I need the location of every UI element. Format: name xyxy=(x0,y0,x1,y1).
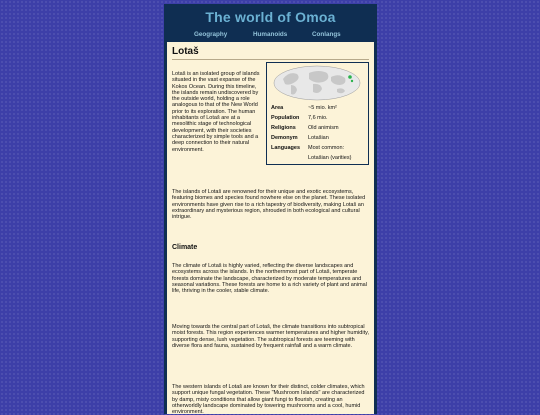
infobox-row-demonym xyxy=(271,135,369,143)
nav-conlangs[interactable]: Conlangs xyxy=(312,31,341,38)
languages-value-2: Lotašian (varities) xyxy=(308,155,352,161)
area-label: Area xyxy=(271,105,284,111)
paragraph-ecosystems: The islands of Lotaš are renowned for their unique and exotic ecosystems, featuring biomes and species found nowhere else on the planet. These isolated environments have given rise to a rich tapestry of biodiversity, making Lotaš an extraordinary and mysterious region, shrouded in both ecological and cultural intrigue. xyxy=(172,189,366,221)
climate-paragraph-3: The western islands of Lotaš are known for their distinct, colder climates, which support unique fungal vegetation. These "Mushroom Islands" are characterized by damp, misty conditions that allow giant fungi to flourish, creating an otherworldly landscape dominated by towering mushrooms and a cool, humid environment. xyxy=(172,384,365,415)
infobox-row-languages-cont xyxy=(271,155,369,163)
climate-paragraph-2: Moving towards the central part of Lotaš, the climate transitions into subtropical moist forests. This region experiences warmer temperatures and higher humidity, supporting dense, lush vegetation. The subtropical forests are teeming with diverse flora and fauna, sustained by frequent rainfall and a warm climate. xyxy=(172,324,369,349)
infobox-row-population xyxy=(271,115,369,123)
climate-paragraph-1: The climate of Lotaš is highly varied, reflecting the diverse landscapes and ecosystems across the islands. In the northernmost part of Lotaš, temperate forests dominate the landscape, characterized by moderate temperatures and seasonal variations. These forests are home to a rich variety of plant and animal life, thriving in the cooler, stable climate. xyxy=(172,263,367,295)
site-title[interactable]: The world of Omoa xyxy=(205,9,336,25)
title-divider xyxy=(172,59,369,60)
area-value: ~5 mio. km² xyxy=(308,105,337,111)
main-nav xyxy=(164,31,377,41)
religions-label: Religions xyxy=(271,125,296,131)
nav-humanoids[interactable]: Humanoids xyxy=(253,31,288,38)
infobox-row-religions xyxy=(271,125,369,133)
climate-heading: Climate xyxy=(172,244,198,251)
religions-value: Old animism xyxy=(308,125,339,131)
demonym-value: Lotašian xyxy=(308,135,329,141)
population-value: 7,6 mio. xyxy=(308,115,328,121)
article-content xyxy=(167,42,374,414)
languages-label: Languages xyxy=(271,145,301,151)
nav-geography[interactable]: Geography xyxy=(194,31,228,38)
page-title: Lotaš xyxy=(172,46,199,57)
infobox-row-languages xyxy=(271,145,369,153)
intro-paragraph: Lotaš is an isolated group of islands situated in the vast expanse of the Kokos Ocean. During this timeline, the islands remain undiscovered by the outside world, holding a role analogous to that of the New World prior to its exploration. The human inhabitants of Lotaš are at a mesolithic stage of technological development, with their societies characterized by simple tools and a deep connection to their natural environment. xyxy=(172,71,260,153)
population-label: Population xyxy=(271,115,300,121)
page-container xyxy=(164,4,377,414)
infobox-row-area xyxy=(271,105,369,113)
world-map-image xyxy=(271,65,363,101)
infobox xyxy=(266,62,369,165)
languages-value-1: Most common: xyxy=(308,145,345,151)
demonym-label: Demonym xyxy=(271,135,298,141)
